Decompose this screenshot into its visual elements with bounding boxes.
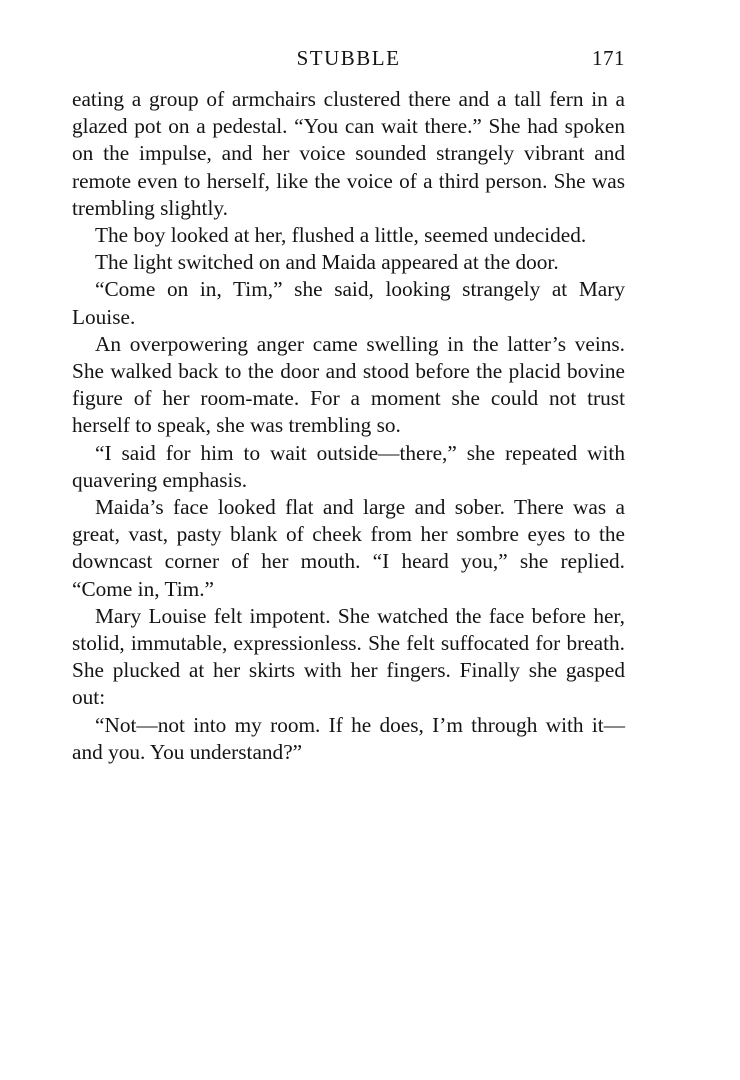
page-number: 171 [592,46,625,70]
paragraph: eating a group of armchairs clustered there and a tall fern in a glazed pot on a pedestal. “You can wait there.” She had spoken on the impulse, and her voice sounded strangely vibrant and remote even to herself, like the voice of a third person. She was trembling slightly. [72,87,625,220]
paragraph: The boy looked at her, flushed a little, seemed undecided. [95,223,587,248]
running-title: STUBBLE [296,46,401,70]
paragraph: Maida’s face looked flat and large and sober. There was a great, vast, pasty blank of cheek from her sombre eyes to the downcast corner of her mouth. “I heard you,” she replied. “Come in, Tim.” [72,495,625,601]
paragraph: The light switched on and Maida appeared at the door. [95,250,559,275]
book-page [72,46,625,766]
running-head [72,46,625,76]
body-text [72,86,625,766]
paragraph: An overpowering anger came swelling in the latter’s veins. She walked back to the door and stood before the placid bovine figure of her room-mate. For a moment she could not trust herself to speak, she was trembling so. [72,331,625,438]
paragraph: “I said for him to wait outside—there,” she repeated with quavering emphasis. [72,440,625,492]
paragraph: “Not—not into my room. If he does, I’m through with it—and you. You understand?” [72,712,625,764]
paragraph: “Come on in, Tim,” she said, looking strangely at Mary Louise. [72,277,625,329]
paragraph: Mary Louise felt impotent. She watched the face before her, stolid, immutable, expressionless. She felt suffocated for breath. She plucked at her skirts with her fingers. Finally she gasped out: [72,603,625,710]
